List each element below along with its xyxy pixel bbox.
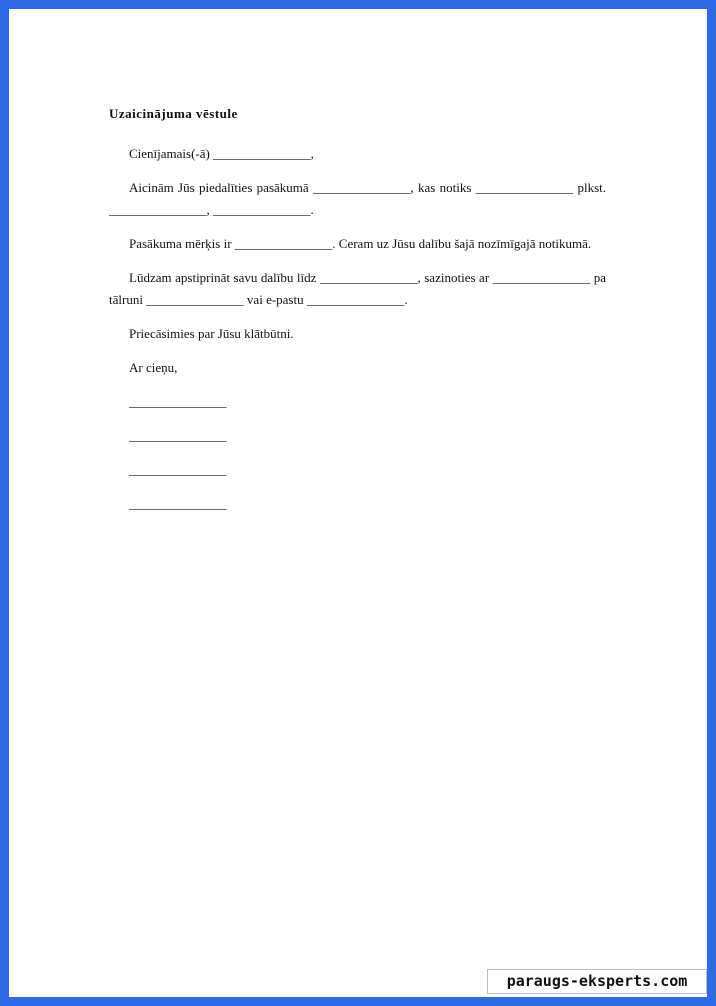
signature-line: _______________ xyxy=(129,496,227,511)
letter-content xyxy=(109,105,606,527)
document-title: Uzaicinājuma vēstule xyxy=(109,106,238,121)
salutation-paragraph: Cienījamais(-ā) _______________, xyxy=(129,146,314,161)
regards-line: Ar cieņu, xyxy=(129,360,178,375)
closing-paragraph: Priecāsimies par Jūsu klātbūtni. xyxy=(129,326,294,341)
signature-line: _______________ xyxy=(129,394,227,409)
document-page xyxy=(9,9,707,997)
purpose-paragraph: Pasākuma mērķis ir _______________. Ceram uz Jūsu dalību šajā nozīmīgajā notikumā. xyxy=(129,236,592,251)
signature-line: _______________ xyxy=(129,462,227,477)
site-watermark: paraugs-eksperts.com xyxy=(487,969,707,994)
signature-line: _______________ xyxy=(129,428,227,443)
invitation-paragraph: Aicinām Jūs piedalīties pasākumā _______________, kas notiks _______________ plkst. _______________, _______________. xyxy=(109,180,606,217)
confirmation-paragraph: Lūdzam apstiprināt savu dalību līdz _______________, sazinoties ar _______________ pa tālruni _______________ vai e-pastu _______________. xyxy=(109,270,606,307)
